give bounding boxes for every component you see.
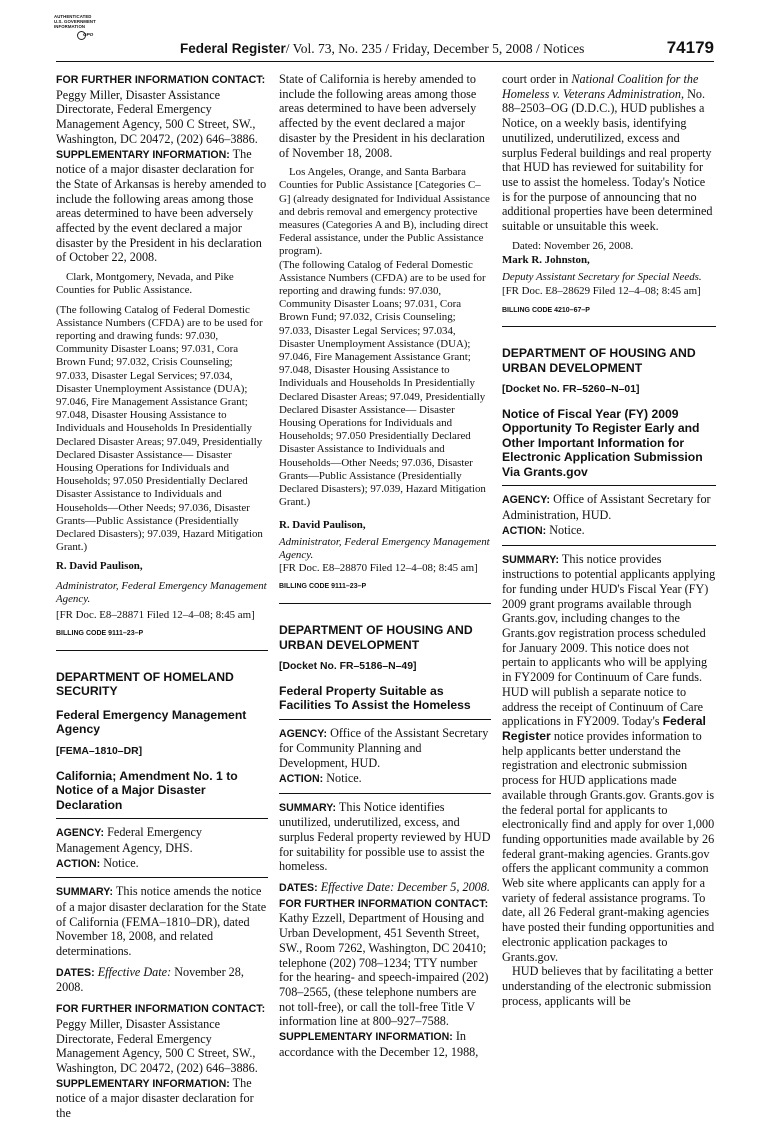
dates-label: DATES: xyxy=(279,882,318,895)
action-text: Notice. xyxy=(549,522,585,537)
section-rule xyxy=(279,603,491,604)
billing-code: BILLING CODE 9111–23–P xyxy=(56,630,144,638)
column-2 xyxy=(279,72,491,1059)
summary-paragraph xyxy=(56,884,268,959)
action-text: Notice. xyxy=(326,770,362,785)
title-rule xyxy=(502,485,716,486)
signature-title: Deputy Assistant Secretary for Special Needs. xyxy=(502,271,702,284)
signature-name: R. David Paulison, xyxy=(56,560,143,573)
cfda-paragraph: (The following Catalog of Federal Domestic Assistance Numbers (CFDA) are to be used for reporting and drawing funds: 97.030, Community Disaster Loans; 97.031, Cora Brown Fund; 97.032, Crisis Counseling; 97.033, Disaster Legal Services; 97.034, Disaster Unemployment Assistance (DUA); 97.046, Fire Management Assistance Grant; 97.048, Disaster Housing Assistance to Individuals and Households In Presidentially Declared Disaster Areas; 97.049, Presidentially Declared Disaster Assistance— Disaster Housing Operations for Individuals and Households; 97.050 Presidentially Declared Disaster Assistance to Individuals and Households—Other Needs; 97.036, Disaster Grants—Public Assistance (Presidentially Declared Disasters); 97.039, Hazard Mitigation Grant.) xyxy=(56,303,263,554)
document-title: California; Amendment No. 1 to Notice of a Major Disaster Declaration xyxy=(56,768,238,812)
header-rule xyxy=(56,61,714,62)
dates-italic: Effective Date: December 5, 2008. xyxy=(320,880,490,895)
supp-paragraph xyxy=(56,147,268,266)
fic2-paragraph xyxy=(56,1001,268,1076)
agency-paragraph xyxy=(502,492,716,522)
federal-register-ref: Federal Register xyxy=(502,714,706,743)
page-number: 74179 xyxy=(666,38,714,57)
logo-line-2: U.S. GOVERNMENT xyxy=(54,19,96,24)
cfda-paragraph: (The following Catalog of Federal Domestic Assistance Numbers (CFDA) are to be used for reporting and drawing funds: 97.030, Community Disaster Loans; 97.031, Cora Brown Fund; 97.032, Crisis Counseling; 97.033, Disaster Legal Services; 97.034, Disaster Unemployment Assistance (DUA); 97.046, Fire Management Assistance Grant; 97.048, Disaster Housing Assistance to Individuals and Households In Presidentially Declared Disaster Areas; 97.049, Presidentially Declared Disaster Assistance— Disaster Housing Operations for Individuals and Households; 97.050 Presidentially Declared Disaster Assistance to Individuals and Households—Other Needs; 97.036, Disaster Grants—Public Assistance (Presidentially Declared Disasters); 97.039, Hazard Mitigation Grant.) xyxy=(279,258,486,509)
gpo-authenticated-logo xyxy=(54,14,100,40)
action-rule xyxy=(279,793,491,794)
column-3 xyxy=(502,72,716,1008)
supp2-text: The notice of a major disaster declaration for the xyxy=(56,1075,254,1121)
dated-line: Dated: November 26, 2008. xyxy=(512,239,634,252)
fic2-text: Peggy Miller, Disaster Assistance Directorate, Federal Emergency Management Agency, 500 C Street, SW., Washington, DC 20472, (202) 646–3886. xyxy=(56,1016,258,1075)
body-paragraph: HUD believes that by facilitating a better understanding of the electronic submission process, applicants will be xyxy=(502,964,714,1008)
document-title: Notice of Fiscal Year (FY) 2009 Opportunity To Register Early and Other Important Information for Electronic Application Submission Via Grants.gov xyxy=(502,406,703,479)
agency-text: Office of the Assistant Secretary for Community Planning and Development, HUD. xyxy=(279,725,489,771)
supp-label: SUPPLEMENTARY INFORMATION: xyxy=(279,1031,453,1044)
fic-paragraph xyxy=(56,72,268,147)
billing-code: BILLING CODE 9111–23–P xyxy=(279,583,367,591)
action-label: ACTION: xyxy=(502,524,547,537)
summary-label: SUMMARY: xyxy=(279,801,337,814)
continuation-pre: court order in xyxy=(502,72,569,86)
header-citation xyxy=(180,41,584,57)
document-title: Federal Property Suitable as Facilities To Assist the Homeless xyxy=(279,683,471,713)
logo-gpo: GPO xyxy=(83,32,94,37)
agency-paragraph xyxy=(56,825,268,855)
dates-text: November 28, 2008. xyxy=(56,964,244,995)
action-paragraph xyxy=(502,523,716,539)
running-header xyxy=(180,38,714,58)
dates-paragraph xyxy=(279,880,491,896)
docket-number: [FEMA–1810–DR] xyxy=(56,745,143,757)
fr-doc: [FR Doc. E8–28629 Filed 12–4–08; 8:45 am] xyxy=(502,285,701,298)
summary-text-b: notice provides information to help applicants better understand the registration and electronic submission process for HUD applications made available through Grants.gov. Grants.gov is the federal portal for applicants to electronically find and apply for over 1,000 funding opportunities made available by 26 federal grant-making agencies. Grants.gov offers the applicant community a common Web site where applicants can apply for a variety of federal assistance programs. To date, all 26 Federal grant-making agencies have posted their funding opportunities and electronic application packages to Grants.gov. xyxy=(502,729,715,964)
docket-number: [Docket No. FR–5186–N–49] xyxy=(279,661,417,673)
logo-line-1: AUTHENTICATED xyxy=(54,14,92,19)
title-rule xyxy=(56,818,268,819)
signature-title: Administrator, Federal Emergency Management Agency. xyxy=(279,535,490,561)
action-rule xyxy=(502,545,716,546)
fr-doc: [FR Doc. E8–28871 Filed 12–4–08; 8:45 am] xyxy=(56,609,255,622)
docket-number: [Docket No. FR–5260–N–01] xyxy=(502,384,640,396)
agency-label: AGENCY: xyxy=(279,727,328,740)
action-paragraph xyxy=(56,856,268,872)
supp2-label: SUPPLEMENTARY INFORMATION: xyxy=(56,1077,230,1090)
continuation-post: No. 88–2503–OG (D.D.C.), HUD publishes a Notice, on a weekly basis, identifying unutilized, underutilized, excess and surplus Federal buildings and real property that HUD has reviewed for suitability for use to assist the homeless. Today's Notice is for the purpose of announcing that no additional properties have been determined suitable or unsuitable this week. xyxy=(502,86,713,234)
signature-name: R. David Paulison, xyxy=(279,518,366,531)
department-heading: DEPARTMENT OF HOUSING AND URBAN DEVELOPMENT xyxy=(502,346,696,375)
counties-paragraph: Los Angeles, Orange, and Santa Barbara Counties for Public Assistance [Categories C–G] (already designated for Individual Assistance and debris removal and emergency protective measures (Categories A and B), including direct Federal assistance, under the Public Assistance program). xyxy=(279,166,490,258)
supp-text: The notice of a major disaster declaration for the State of Arkansas is hereby amended to include the following areas among those areas determined to have been adversely affected by the event declared a major disaster by the President in his declaration of October 22, 2008. xyxy=(56,146,267,265)
summary-text: This notice amends the notice of a major disaster declaration for the State of California (FEMA–1810–DR), dated November 18, 2008, and related determinations. xyxy=(56,884,267,959)
agency-heading: Federal Emergency Management Agency xyxy=(56,707,247,737)
signature-name: Mark R. Johnston, xyxy=(502,253,590,266)
summary-label: SUMMARY: xyxy=(56,886,114,899)
dates-label: DATES: xyxy=(56,966,95,979)
summary-paragraph xyxy=(502,552,716,965)
continuation-paragraph xyxy=(502,72,716,234)
title-rule xyxy=(279,719,491,720)
summary-text-a: This notice provides instructions to potential applicants applying for funding under HUD's Fiscal Year (FY) 2009 grant programs available through Grants.gov, including changes to the Grants.gov registration process scheduled for January 2009. This notice does not pertain to applicants who will be applying in FY2009 for Continuum of Care funds. HUD will publish a separate notice to address the receipt of Continuum of Care applications in FY2009. Today's xyxy=(502,551,716,729)
fic-paragraph xyxy=(279,896,491,1029)
summary-label: SUMMARY: xyxy=(502,553,560,566)
supp-text: In accordance with the December 12, 1988, xyxy=(279,1029,479,1059)
dates-italic: Effective Date: xyxy=(97,964,172,979)
supp-paragraph xyxy=(279,1029,491,1059)
case-name: National Coalition for the Homeless v. Veterans Administration, xyxy=(502,72,699,101)
agency-paragraph xyxy=(279,726,491,771)
agency-text: Office of Assistant Secretary for Administration, HUD. xyxy=(502,492,711,523)
counties-paragraph: Clark, Montgomery, Nevada, and Pike Counties for Public Assistance. xyxy=(56,271,234,297)
header-issue: / Vol. 73, No. 235 / Friday, December 5, 2008 / Notices xyxy=(285,41,585,56)
fr-doc: [FR Doc. E8–28870 Filed 12–4–08; 8:45 am] xyxy=(279,562,478,575)
dates-paragraph xyxy=(56,965,268,995)
fic-label: FOR FURTHER INFORMATION CONTACT: xyxy=(279,897,489,910)
billing-code: BILLING CODE 4210–67–P xyxy=(502,306,590,314)
section-rule xyxy=(502,326,716,327)
summary-text: This Notice identifies unutilized, underutilized, excess, and surplus Federal property reviewed by HUD for suitability for possible use to assist the homeless. xyxy=(279,799,491,874)
action-label: ACTION: xyxy=(279,772,324,785)
action-text: Notice. xyxy=(103,855,139,870)
action-label: ACTION: xyxy=(56,857,101,870)
summary-paragraph xyxy=(279,800,491,875)
signature-title: Administrator, Federal Emergency Management Agency. xyxy=(56,579,267,605)
department-heading: DEPARTMENT OF HOMELAND SECURITY xyxy=(56,669,234,699)
supp-label: SUPPLEMENTARY INFORMATION: xyxy=(56,148,230,161)
supp2-paragraph xyxy=(56,1076,268,1121)
header-journal: Federal Register xyxy=(180,41,286,56)
continuation-paragraph: State of California is hereby amended to include the following areas among those areas determined to have been adversely affected by the event declared a major disaster by the President in his declaration of November 18, 2008. xyxy=(279,72,485,160)
action-rule xyxy=(56,877,268,878)
department-heading: DEPARTMENT OF HOUSING AND URBAN DEVELOPMENT xyxy=(279,623,473,652)
agency-label: AGENCY: xyxy=(56,827,105,840)
fic2-label: FOR FURTHER INFORMATION CONTACT: xyxy=(56,1003,266,1016)
section-rule xyxy=(56,650,268,651)
fic-text: Peggy Miller, Disaster Assistance Directorate, Federal Emergency Management Agency, 500 C Street, SW., Washington, DC 20472, (202) 646–3886. xyxy=(56,87,258,146)
action-paragraph xyxy=(279,771,491,787)
fic-label: FOR FURTHER INFORMATION CONTACT: xyxy=(56,74,266,86)
logo-line-3: INFORMATION xyxy=(54,24,86,29)
agency-label: AGENCY: xyxy=(502,494,551,507)
agency-text: Federal Emergency Management Agency, DHS. xyxy=(56,825,202,855)
fic-text: Kathy Ezzell, Department of Housing and Urban Development, 451 Seventh Street, SW., Room 7262, Washington, DC 20410; telephone (202) 708–1234; TTY number for the hearing- and speech-impaired (202) 708–2565, (these telephone numbers are not toll-free), or call the toll-free Title V information line at 800–927–7588. xyxy=(279,911,489,1029)
column-1 xyxy=(56,72,268,1121)
